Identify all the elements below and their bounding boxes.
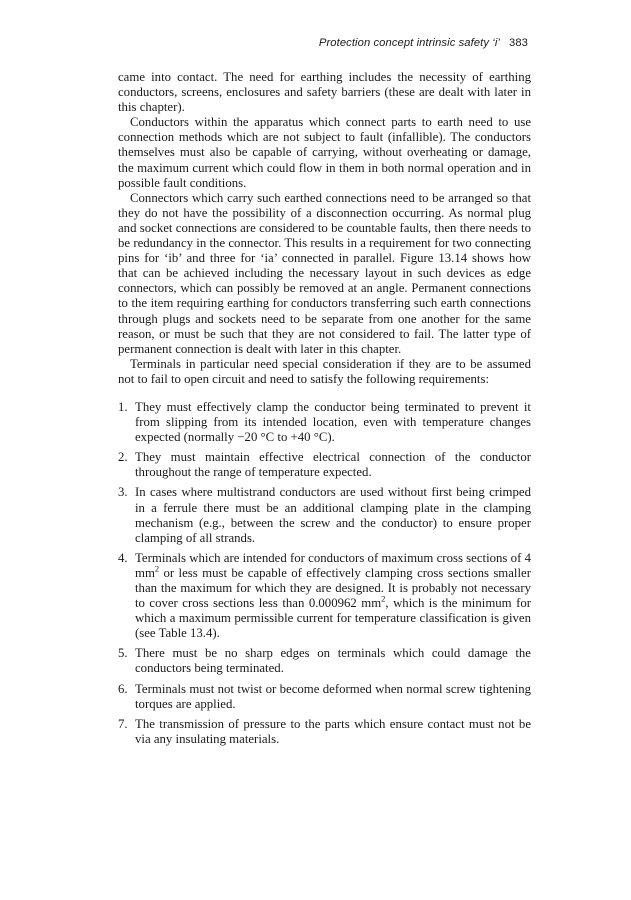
list-item-number: 5. xyxy=(118,646,128,661)
paragraph-conductors: Conductors within the apparatus which connect parts to earth need to use connection methods which are not subject to fault (infallible). The conductors themselves must also be capable of carrying, without overheating or damage, the maximum current which could flow in them in both normal operation and in possible fault conditions. xyxy=(118,115,531,190)
list-item xyxy=(118,400,531,445)
list-item-text: The transmission of pressure to the parts which ensure contact must not be via any insulating materials. xyxy=(135,716,531,746)
list-item-text: They must effectively clamp the conductor being terminated to prevent it from slipping from its intended location, even with temperature changes expected (normally −20 °C to +40 °C). xyxy=(135,399,531,445)
list-item-text: They must maintain effective electrical connection of the conductor throughout the range of temperature expected. xyxy=(135,450,531,480)
superscript-2: 2 xyxy=(381,593,386,604)
paragraph-continuation: came into contact. The need for earthing includes the necessity of earthing conductors, screens, enclosures and safety barriers (these are dealt with later in this chapter). xyxy=(118,70,531,115)
list-item xyxy=(118,485,531,545)
list-item-text: There must be no sharp edges on terminals which could damage the conductors being terminated. xyxy=(135,646,531,676)
list-item-text-part: Terminals which are intended for conductors of maximum cross sections of 4 mm xyxy=(135,550,531,580)
list-item xyxy=(118,646,531,676)
list-item xyxy=(118,551,531,642)
list-item-number: 3. xyxy=(118,485,128,500)
list-item-text xyxy=(135,551,531,640)
list-item xyxy=(118,682,531,712)
list-item xyxy=(118,450,531,480)
superscript-2: 2 xyxy=(154,563,160,574)
list-item xyxy=(118,717,531,747)
paragraph-terminals: Terminals in particular need special consideration if they are to be assumed not to fail to open circuit and need to satisfy the following requirements: xyxy=(118,356,531,386)
body-text xyxy=(118,70,531,752)
list-item-number: 6. xyxy=(118,681,128,696)
requirements-list xyxy=(118,400,531,747)
page-number: 383 xyxy=(509,37,528,49)
list-item-text-part: , which is the minimum for which a maximum permissible current for temperature classification is given (see Table 13.4). xyxy=(135,596,531,641)
list-item-number: 1. xyxy=(118,399,128,414)
list-item-number: 7. xyxy=(118,716,128,731)
list-item-number: 2. xyxy=(118,450,128,465)
list-item-number: 4. xyxy=(118,550,128,565)
running-title: Protection concept intrinsic safety ‘i’ xyxy=(318,37,501,49)
paragraph-connectors: Connectors which carry such earthed connections need to be arranged so that they do not have the possibility of a disconnection occurring. As normal plug and socket connections are considered to be countable faults, then there needs to be redundancy in the connector. This results in a requirement for two connecting pins for ‘ib’ and three for ‘ia’ connected in parallel. Figure 13.14 shows how that can be achieved including the necessary layout in such devices as edge connectors, which can possibly be removed at an angle. Permanent connections to the item requiring earthing for conductors transferring such earth connections through plugs and sockets need to be separate from one another for the same reason, or must be such that they are not considered to fail. The latter type of permanent connection is dealt with later in this chapter. xyxy=(118,190,531,356)
list-item-text: Terminals must not twist or become deformed when normal screw tightening torques are applied. xyxy=(135,681,531,711)
running-header xyxy=(319,37,528,49)
list-item-text-part: or less must be capable of effectively clamping cross sections smaller than the maximum for which they are designed. It is probably not necessary to cover cross sections less than 0.000962 mm xyxy=(135,565,531,611)
list-item-text: In cases where multistrand conductors are used without first being crimped in a ferrule there must be an additional clamping plate in the clamping mechanism (e.g., between the screw and the conductor) to ensure proper clamping of all strands. xyxy=(135,485,531,545)
